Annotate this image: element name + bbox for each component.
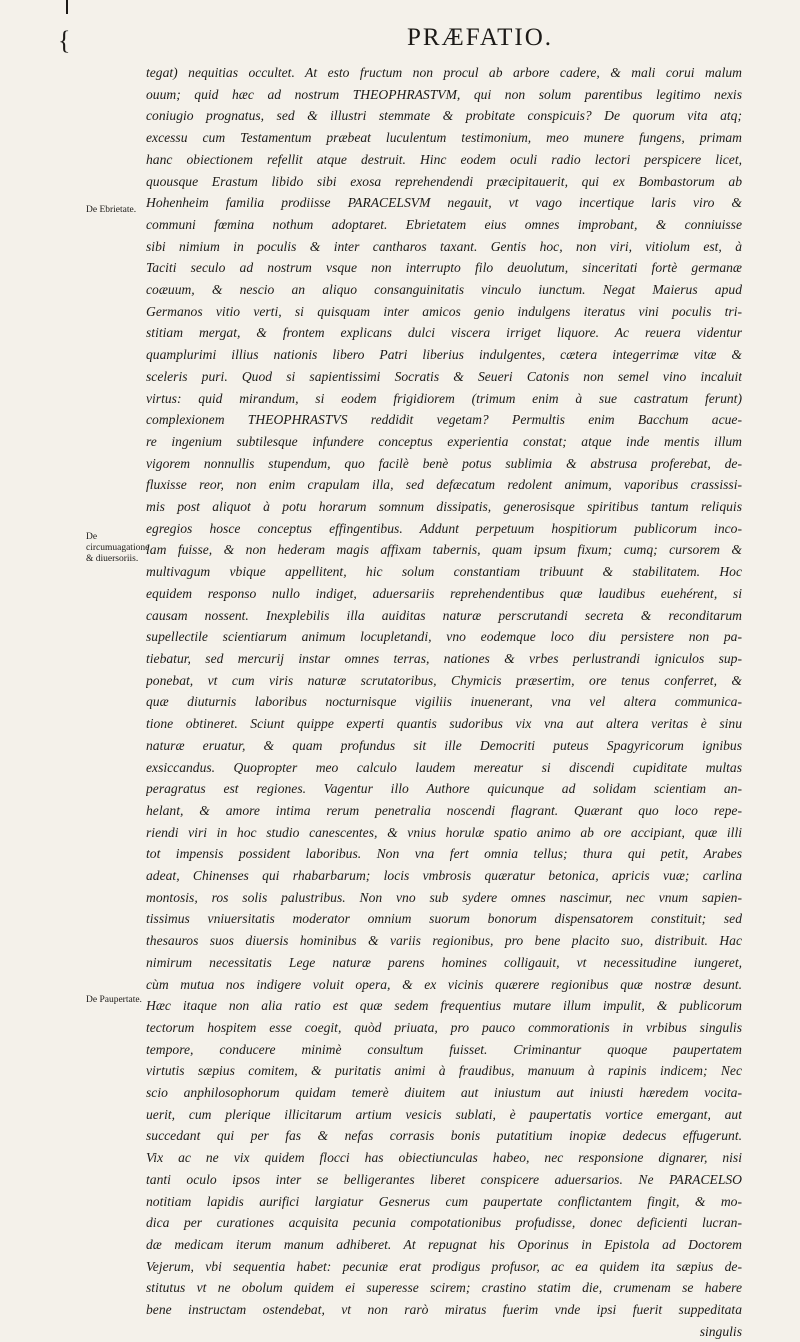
text-line: communi fœmina nothum adoptaret. Ebrietatem eius omnes improbant, & conniuisse [146, 216, 742, 232]
text-line: Hohenheim familia prodiisse PARACELSVM negauit, vt vago incertique laris viro & [146, 195, 742, 211]
text-line: complexionem THEOPHRASTVS reddidit vegetam? Permultis enim Bacchum acue- [146, 412, 742, 428]
text-line: coniugio prognatus, sed & illustri stemmate & probitate conspicuis? De quorum vita atq; [146, 108, 742, 124]
text-line: equidem responso nullo indiget, aduersariis reprehendentibus quæ laudibus euehérent, si [146, 585, 742, 601]
text-line: multivagum vbique appellitent, hic solum constantiam tribuunt & stabilitatem. Hoc [146, 564, 742, 580]
text-line: fluxisse reor, non enim crapulam illa, sed defæcatum redolent animum, vaporibus crassissi- [146, 477, 742, 493]
text-line: Germanos vitio verti, si quisquam inter amicos genio indulgens iteratus vini poculis tri- [146, 303, 742, 319]
text-line: tissimus vniuersitatis moderator omnium suorum bonorum dispensatorem constituit; sed [146, 911, 742, 927]
text-line: tot impensis possident laboribus. Non vna fert omnia tellus; thura qui petit, Arabes [146, 846, 742, 862]
catchword: singulis [699, 1323, 742, 1339]
text-line: quæ diuturnis laboribus nocturnisque vigiliis inuenerant, vna vel altera communica- [146, 694, 742, 710]
text-line: coæuum, & nescio an aliquo consanguinitatis vinculo iunctum. Negat Maierus apud [146, 282, 742, 298]
text-line: ouum; quid hæc ad nostrum THEOPHRASTVM, qui non solum parentibus legitimo nexis [146, 86, 742, 102]
text-line: hanc obiectionem refellit atque destruit. Hinc eodem oculi radio lectori perspicere licet, [146, 151, 742, 167]
text-line: montosis, ros solis palustribus. Non vno sub sydere omnes nascimur, nec vnum sapien- [146, 889, 742, 905]
text-line: thesauros suos diuersis hominibus & variis regionibus, pro bene placito suo, distribuit. Hac [146, 933, 742, 949]
text-line: lam fuisse, & non hederam magis affixam tabernis, quam ipsum fixum; cumq; cursorem & [146, 542, 742, 558]
text-line: stitutus vt ne obolum quidem ei superesse scirem; crastino statim die, crumenam se habere [146, 1280, 742, 1296]
text-line: succedant qui per fas & nefas corrasis bonis putatitium inopiæ dedecus effugerunt. [146, 1128, 742, 1144]
margin-note-circumvagatione: De circumuagatione & diuersoriis. [86, 532, 150, 564]
text-line: scio anphilosophorum quidam temerè diuitem aut iniustum aut iniusti hæredem vocita- [146, 1085, 742, 1101]
text-line: sibi nimium in poculis & inter cantharos taxant. Gentis hoc, non viri, vitiolum est, à [146, 238, 742, 254]
text-line: re ingenium subtilesque infundere conceptus experientia constat; atque inde mentis illum [146, 433, 742, 449]
text-line: tanti oculo ipsos inter se belligerantes liberet conspicere aduersarios. Ne PARACELSO [146, 1171, 742, 1187]
page-edge-tick [66, 0, 68, 14]
text-line: nimirum necessitatis Lege naturæ parens homines colligauit, vt necessitudine iungeret, [146, 954, 742, 970]
text-line: riendi viri in hoc studio canescentes, & vnius horulæ spatio animo ab ore accipiant, quæ illi [146, 824, 742, 840]
text-line: helant, & amore intima rerum penetralia noscendi flagrant. Quærant quo loco repe- [146, 802, 742, 818]
text-line: tione obtineret. Sciunt quippe experti quantis sudoribus vix vna aut altera veritas è sinu [146, 716, 742, 732]
text-line: excessu cum Testamentum præbeat luculentum testimonium, meo munere fungens, primam [146, 130, 742, 146]
text-line: Vejerum, vbi sequentia habet: pecuniæ erat prodigus profusor, ac ea quidem ita sæpius de- [146, 1258, 742, 1274]
text-line: vigorem nonnullis stupendum, quo facilè benè potus sublimia & abstrusa proferebat, de- [146, 455, 742, 471]
text-line: notitiam lapidis aurifici largiatur Gesnerus cum paupertate conflictantem fingit, & mo- [146, 1193, 742, 1209]
text-line: quamplurimi illius nationis libero Patri liberius indulgentes, cætera integerrimæ vitæ & [146, 347, 742, 363]
text-line: ponebat, vt cum viris naturæ scrutatoribus, Chymicis præsertim, ore tenus conferret, & [146, 672, 742, 688]
text-line: bene instructam ostendebat, vt non rarò miratus fuerim vnde ipsi fuerit suppeditata [146, 1302, 742, 1318]
text-line: naturæ eruatur, & quam profundus sit ille Democriti puteus Spagyricorum ignibus [146, 737, 742, 753]
text-line: Hæc itaque non alia ratio est quæ sedem frequentius mutare illum impulit, & publicorum [146, 998, 742, 1014]
text-line: causam nossent. Inexplebilis illa auiditas naturæ perscrutandi secreta & reconditarum [146, 607, 742, 623]
text-line: virtus: quid mirandum, si eodem frigidiorem (trimum enim à sue castratum ferunt) [146, 390, 742, 406]
margin-note-paupertate: De Paupertate. [86, 995, 142, 1005]
text-line: quousque Erastum libido sibi exosa reprehendendi præcipitauerit, qui ex Bombastorum ab [146, 173, 742, 189]
text-line: tegat) nequitias occultet. At esto fructum non procul ab arbore cadere, & mali corui malum [146, 65, 742, 80]
text-line: Vix ac ne vix quidem flocci has obiectiunculas habeo, nec responsione dignarer, nisi [146, 1150, 742, 1166]
text-line: dæ medicam iterum manum adhiberet. At repugnat his Oporinus in Epistola ad Doctorem [146, 1236, 742, 1252]
text-line: dica per curationes acquisita pecunia compotationibus profudisse, donec deficienti lucran- [146, 1215, 742, 1231]
text-line: Taciti seculo ad nostrum vsque non interrupto filo deuolutum, sinceritati fortè germanæ [146, 260, 742, 276]
text-line: cùm mutua nos indigere voluit opera, & ex vicinis quærere regionibus quæ nostræ desunt. [146, 976, 742, 992]
text-line: tempore, conducere minimè consultum fuisset. Criminantur quoque paupertatem [146, 1041, 742, 1057]
text-line: uerit, cum plerique illicitarum artium vesicis sublati, è paupertatis vortice emergant, aut [146, 1106, 742, 1122]
margin-note-ebrietate: De Ebrietate. [86, 205, 137, 215]
text-line: exsiccandus. Quopropter meo calculo laudem mereatur si discendi cupiditate multas [146, 759, 742, 775]
body-text [146, 62, 742, 1342]
text-line: sceleris puri. Quod si sapientissimi Socratis & Seueri Catonis non semel vino incaluit [146, 368, 742, 384]
text-line: supellectile scientiarum animum locupletandi, vno eodemque loco diu persistere non pa- [146, 629, 742, 645]
text-line: tectorum hospitem esse coegit, quòd priuata, pro pauco commorationis in vrbibus singulis [146, 1019, 742, 1035]
page-edge-mark: { [58, 26, 71, 55]
text-line: egregios hosce conceptus effingentibus. Addunt perpetuum hospitiorum publicorum inco- [146, 520, 742, 536]
text-line: virtutis sæpius comitem, & puritatis animi à fraudibus, manuum à rapinis indicem; Nec [146, 1063, 742, 1079]
text-line: adeat, Chinenses qui rhabarbarum; locis vmbrosis quæratur betonica, apricis vuæ; carlina [146, 868, 742, 884]
running-head: PRÆFATIO. [406, 24, 554, 51]
text-line: mis post aliquot à potu horarum somnum dissipatis, generosisque spiritibus tantum reliquis [146, 499, 742, 515]
text-line: stitiam mergat, & frontem explicans dulci viscera irriget liquore. Ac reuera videntur [146, 325, 742, 341]
text-line: tiebatur, sed mercurij instar omnes terras, nationes & vrbes perlustrandi igniculos sup- [146, 650, 742, 666]
text-line: peragratus est regiones. Vagentur illo Authore quicunque ad solidam scientiam an- [146, 781, 742, 797]
